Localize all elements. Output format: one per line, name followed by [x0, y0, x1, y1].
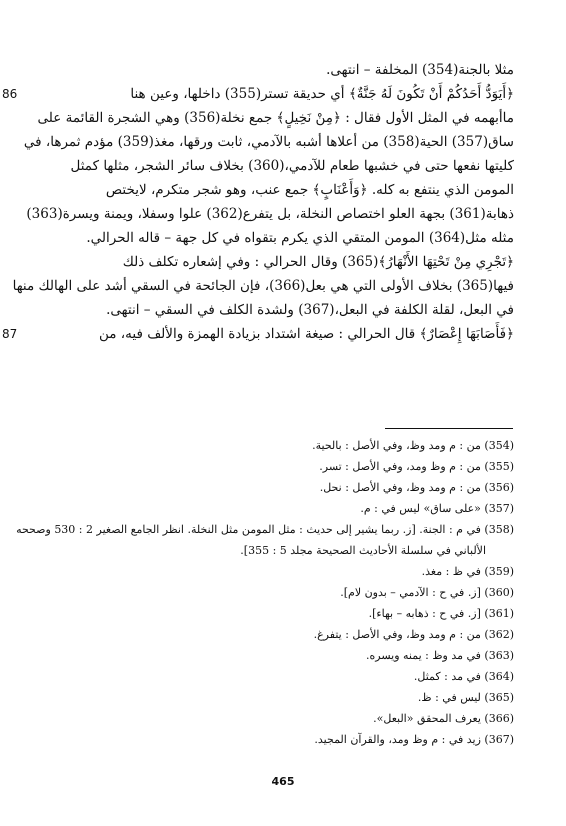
text-line: مثله مثل(364) المومن المتقي الذي يكرم بتقواه في كل جهة – قاله الحرالي.	[86, 230, 514, 246]
verse-number: 86	[2, 87, 18, 101]
footnote: (359) في ظ : مغذ.	[421, 565, 514, 578]
text-line: ﴿تَجْرِي مِنْ تَحْتِهَا الأَنْهَارُ﴾(365) وقال الحرالي : وفي إشعاره تكلف ذلك	[122, 254, 514, 270]
footnote: (358) في م : الجنة. [ز. ربما يشير إلى حديث : مثل المومن مثل النخلة. انظر الجامع الصغير 2 : 530 وصححه	[16, 523, 514, 536]
text-line: ماأبهمه في المثل الأول فقال : ﴿مِنْ نَخِيلٍ﴾ جمع نخلة(356) وهي الشجرة القائمة على	[37, 110, 514, 126]
paragraph-verse-87	[2, 322, 514, 346]
footnote: (365) ليس في : ظ.	[417, 691, 514, 704]
text-line: ﴿أَيَوَدُّ أَحَدُكُمْ أَنْ تَكُونَ لَهُ جَنَّةٌ﴾ أي حديقة تستر(355) داخلها، وعين هنا	[130, 86, 514, 102]
text-line: ساق(357) الحية(358) من أعلاها أشبه بالآدمي، ثابت ورقها، مغذ(359) مؤدم ثمرها، في	[23, 134, 514, 150]
footnote-divider	[385, 428, 513, 429]
text-line: مثلا بالجنة(354) المخلفة – انتهى.	[326, 62, 514, 78]
text-line: ﴿فَأَصَابَهَا إِعْصَارٌ﴾ قال الحرالي : صيغة اشتداد بزيادة الهمزة والألف فيه، من	[98, 326, 514, 342]
paragraph-verse-86	[2, 82, 514, 250]
footnote: (362) من : م ومد وظ، وفي الأصل : يتفرغ.	[313, 628, 514, 641]
text-line: في البعل، لقلة الكلفة في البعل،(367) ولشدة الكلف في السقي – انتهى.	[106, 302, 514, 318]
main-text	[2, 58, 514, 346]
footnote: (354) من : م ومد وظ، وفي الأصل : بالحية.	[312, 439, 514, 452]
footnote-continuation: الألباني في سلسلة الأحاديث الصحيحة مجلد 5 : 355].	[240, 544, 486, 557]
footnote: (361) [ز. في ح : ذهابه – بهاء].	[368, 607, 514, 620]
text-line: كليتها نفعها حتى في خشبها طعام للآدمي،(360) بخلاف سائر الشجر، مثلها كمثل	[70, 158, 514, 174]
paragraph	[12, 250, 514, 322]
footnote: (363) في مد وظ : يمنه ويسره.	[365, 649, 514, 662]
text-line: فيها(365) بخلاف الأولى التي هي بعل(366)، فإن الجائحة في السقي أشد على الهالك منها	[12, 278, 514, 294]
footnote: (366) يعرف المحقق «البعل».	[373, 712, 514, 725]
footnote: (355) من : م وظ ومد، وفي الأصل : تسر.	[319, 460, 514, 473]
text-line: ذهابة(361) بجهة العلو اختصاص النخلة، بل يتفرع(362) علوا وسفلا، ويمنة ويسرة(363)	[26, 206, 514, 222]
footnote: (367) زيد في : م وظ ومد، والقرآن المجيد.	[314, 733, 514, 746]
footnotes	[16, 435, 514, 750]
page-number: 465	[271, 775, 295, 788]
footnote: (356) من : م ومد وظ، وفي الأصل : نحل.	[319, 481, 514, 494]
verse-number: 87	[2, 327, 18, 341]
footnote: (360) [ز. في ح : الآدمي – بدون لام].	[340, 586, 514, 599]
footnote: (364) في مد : كمثل.	[413, 670, 514, 683]
text-line: المومن الذي ينتفع به كله. ﴿وَأَعْنَابٍ﴾ جمع عنب، وهو شجر متكرم، لايختص	[105, 182, 514, 198]
footnote: (357) «على ساق» ليس في : م.	[360, 502, 514, 515]
